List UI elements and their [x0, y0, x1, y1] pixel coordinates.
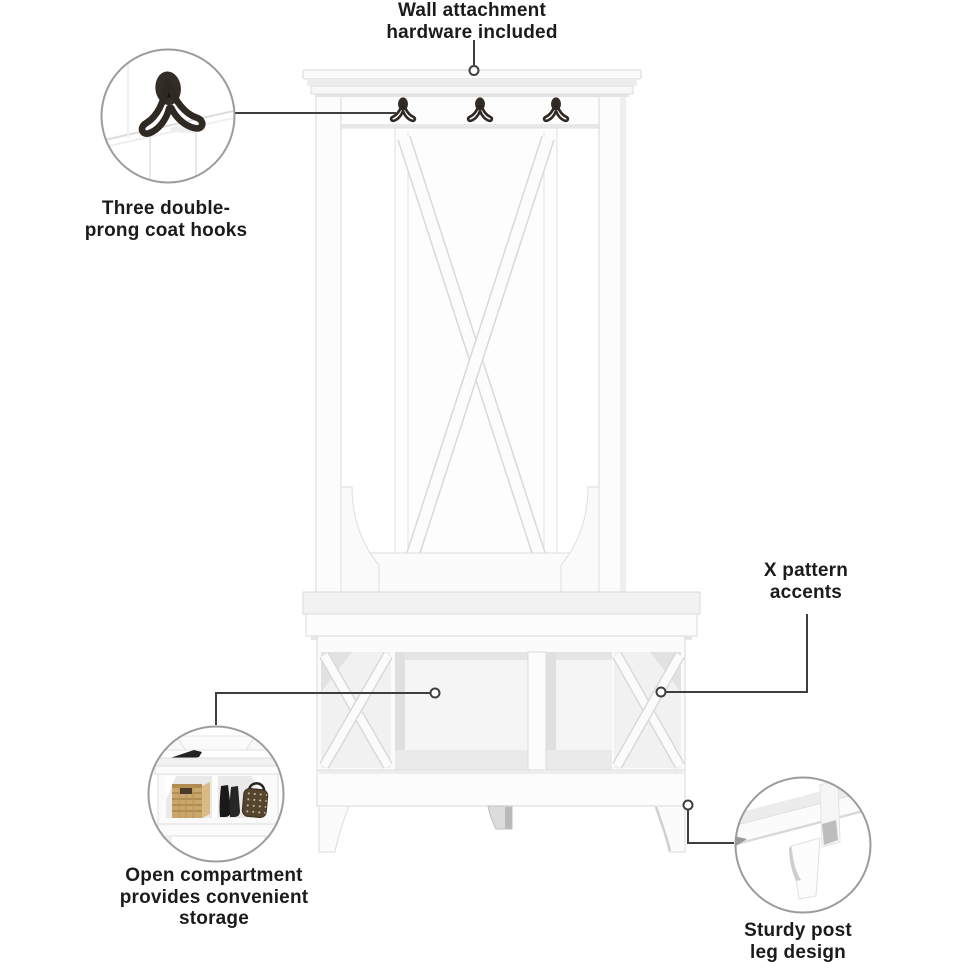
inset-coat-hook-closeup: [100, 50, 238, 185]
label-line: leg design: [750, 941, 846, 963]
label-line: Sturdy post: [744, 920, 852, 941]
label-line: storage: [178, 908, 250, 929]
open-circle-marker: [657, 688, 666, 697]
post-leg-label: [698, 920, 898, 963]
coat-hooks-label: [26, 198, 306, 241]
label-line: X pattern: [763, 560, 849, 581]
label-line: hardware included: [386, 21, 558, 43]
open-circle-marker: [684, 801, 693, 810]
open-circle-marker: [431, 689, 440, 698]
label-line: provides convenient: [119, 886, 309, 908]
label-line: prong coat hooks: [84, 219, 248, 241]
bench-legs: [319, 806, 685, 852]
open-compartment-label: [64, 865, 364, 930]
leg-callout-line: [688, 810, 734, 843]
label-line: accents: [769, 581, 843, 603]
label-line: Three double-: [101, 198, 231, 219]
x-pattern-left-panel: [321, 652, 391, 768]
wall-attachment-label: [332, 0, 612, 43]
inset-leg-closeup: [733, 778, 871, 913]
label-line: Open compartment: [125, 865, 303, 886]
label-line: Wall attachment: [398, 0, 546, 21]
bench: [303, 592, 700, 852]
wicker-basket: [172, 782, 210, 818]
open-compartments: [395, 652, 612, 770]
x-pattern-right-panel: [614, 652, 681, 768]
inset-storage-closeup: [149, 724, 284, 862]
open-circle-marker: [470, 66, 479, 75]
back-x-panel: [395, 128, 557, 590]
x-pattern-label: [716, 560, 896, 603]
